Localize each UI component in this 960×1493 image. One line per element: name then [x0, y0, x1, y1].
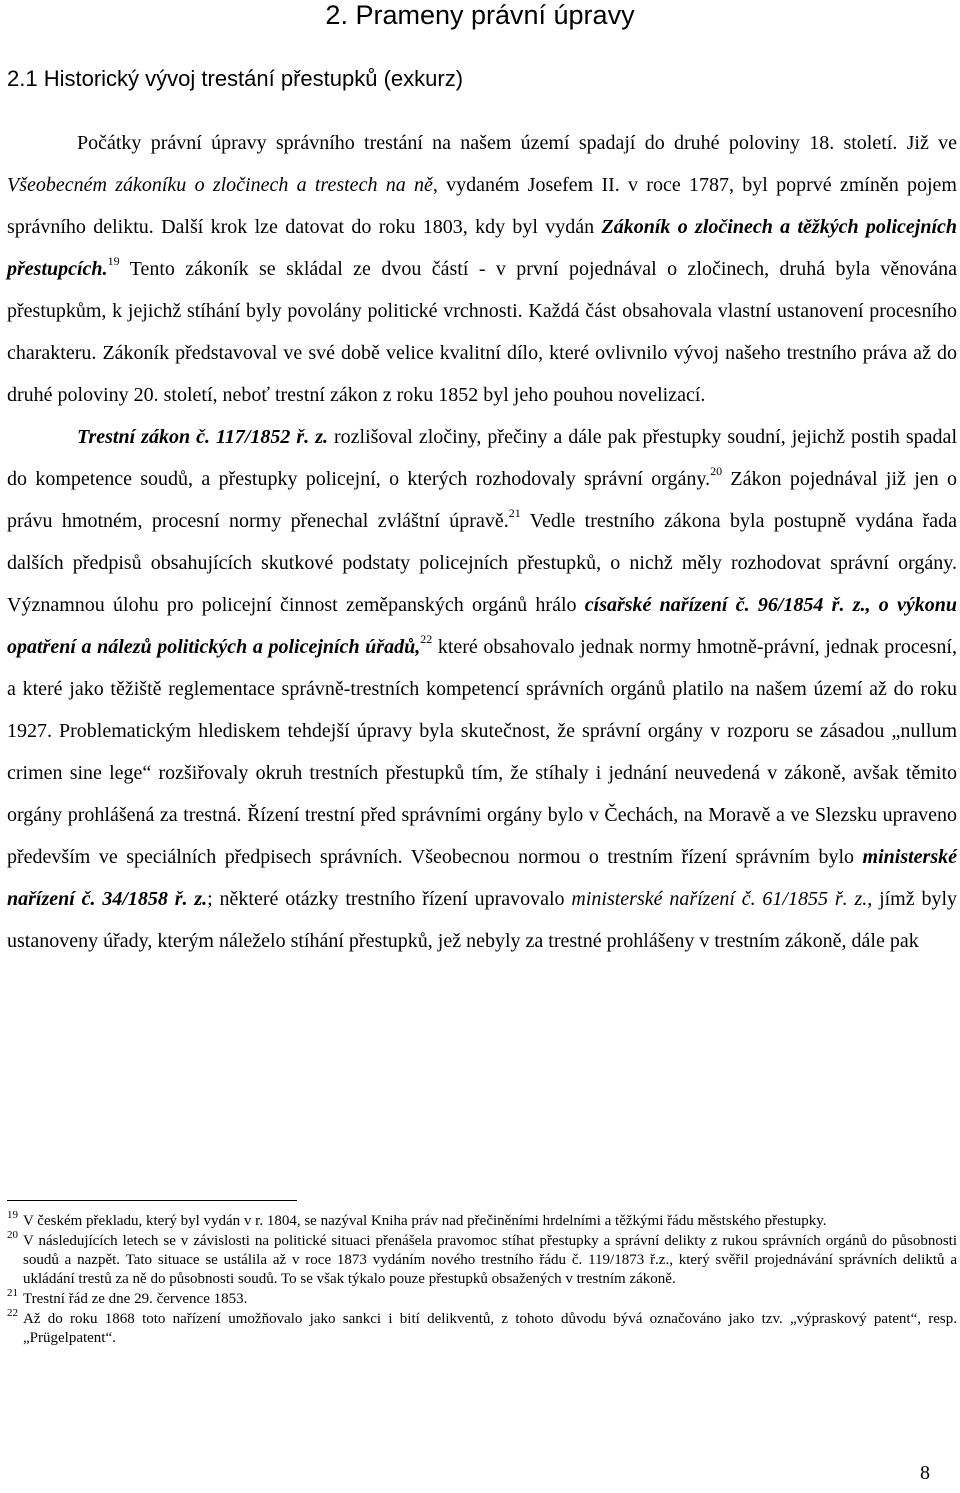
text-run: rozlišoval zločiny, přečiny a dále pak přestupky soudní, jejichž postih spadal do kompetence soudů, a přestupky policejní, o kterých rozhodovaly správní orgány. [7, 426, 957, 490]
footnote-ref[interactable]: 22 [420, 632, 433, 647]
footnote-number: 19 [7, 1209, 18, 1221]
emphasis-law-title: Trestní zákon č. 117/1852 ř. z. [77, 426, 328, 448]
emphasis-law-title: ministerské nařízení č. 34/1858 ř. z. [7, 846, 957, 910]
footnote-ref[interactable]: 21 [508, 506, 521, 521]
paragraph-1 [7, 122, 957, 416]
text-run: , jímž byly ustanoveny úřady, kterým náleželo stíhání přestupků, jež nebyly za trestné prohlášeny v trestním zákoně, dále pak [7, 888, 958, 952]
emphasis-code-title: Všeobecném zákoníku o zločinech a trestech na ně [7, 174, 433, 196]
footnote-number: 21 [7, 1287, 18, 1299]
footnote [7, 1307, 957, 1348]
page-number: 8 [920, 1462, 930, 1484]
footnote [7, 1229, 957, 1289]
text-run: Zákon pojednával již jen o právu hmotném, procesní normy přenechal zvláštní úpravě. [7, 468, 958, 532]
footnote-ref[interactable]: 20 [710, 464, 723, 479]
footnote-number: 22 [7, 1307, 18, 1319]
text-run: Tento zákoník se skládal ze dvou částí - v první pojednával o zločinech, druhá byla věnována přestupkům, k jejichž stíhání byly povolány politické vrchnosti. Každá část obsahovala vlastní ustanovení procesního charakteru. Zákoník představoval ve své době velice kvalitní dílo, které ovlivnilo vývoj našeho trestního práva až do druhé poloviny 20. století, neboť trestní zákon z roku 1852 byl jeho pouhou novelizací. [7, 258, 957, 406]
text-run: které obsahovalo jednak normy hmotně-právní, jednak procesní, a které jako těžiště reglementace správně-trestních kompetencí správních orgánů platilo na našem území až do roku 1927. Problematickým hlediskem tehdejší úpravy byla skutečnost, že správní orgány v rozporu se zásadou „nullum crimen sine lege“ rozšiřovaly okruh trestních přestupků tím, že stíhaly i jednání neuvedená v zákoně, avšak těmito orgány prohlášená za trestná. Řízení trestní před správními orgány bylo v Čechách, na Moravě a ve Slezsku upraveno především ve speciálních předpisech správních. Všeobecnou normou o trestním řízení správním bylo [7, 636, 957, 868]
footnote-separator [7, 1200, 297, 1201]
footnote-text: Trestní řád ze dne 29. července 1853. [23, 1291, 248, 1307]
footnote-ref[interactable]: 19 [107, 254, 120, 269]
footnote [7, 1287, 957, 1309]
emphasis-law-title: ministerské nařízení č. 61/1855 ř. z. [571, 888, 868, 910]
body-text [7, 122, 957, 962]
text-run: ; některé otázky trestního řízení upravovalo [207, 888, 572, 910]
footnotes [7, 1209, 957, 1349]
emphasis-code-title: Zákoník o zločinech a těžkých policejních přestupcích. [7, 216, 957, 280]
footnote-text: V českém překladu, který byl vydán v r. 1804, se nazýval Kniha práv nad přečiněními hrdelními a těžkými řádu městského přestupky. [23, 1213, 827, 1229]
text-run: Vedle trestního zákona byla postupně vydána řada dalších předpisů obsahujících skutkové podstaty policejních přestupků, o nichž měly rozhodovat správní orgány. Významnou úlohu pro policejní činnost zeměpanských orgánů hrálo [7, 510, 957, 616]
text-run: , vydaném Josefem II. v roce 1787, byl poprvé zmíněn pojem správního deliktu. Další krok lze datovat do roku 1803, kdy byl vydán [7, 174, 957, 238]
footnote-number: 20 [7, 1229, 18, 1241]
section-title: 2.1 Historický vývoj trestání přestupků (exkurz) [7, 66, 464, 91]
paragraph-2 [7, 416, 957, 962]
footnote-text: V následujících letech se v závislosti na politické situaci přenášela pravomoc stíhat přestupky a správní delikty z rukou správních orgánů do působnosti soudů a nazpět. Tato situace se ustálila až v roce 1873 vydáním nového trestního řádu č. 119/1873 ř.z., který svěřil projednávání správních deliktů a ukládání trestů za ně do působnosti soudů. To se však týkalo pouze přestupků obsažených v trestním zákoně. [23, 1233, 957, 1287]
chapter-title: 2. Prameny právní úpravy [325, 0, 635, 30]
emphasis-law-title: císařské nařízení č. 96/1854 ř. z., o výkonu opatření a nálezů politických a policejních úřadů, [7, 594, 958, 658]
footnote [7, 1209, 957, 1231]
text-run: Počátky právní úpravy správního trestání na našem území spadají do druhé poloviny 18. století. Již ve [77, 132, 957, 154]
footnote-text: Až do roku 1868 toto nařízení umožňovalo jako sankci i bití delikventů, z tohoto důvodu bývá označováno jako tzv. „výpraskový patent“, resp. „Prügelpatent“. [23, 1311, 957, 1346]
